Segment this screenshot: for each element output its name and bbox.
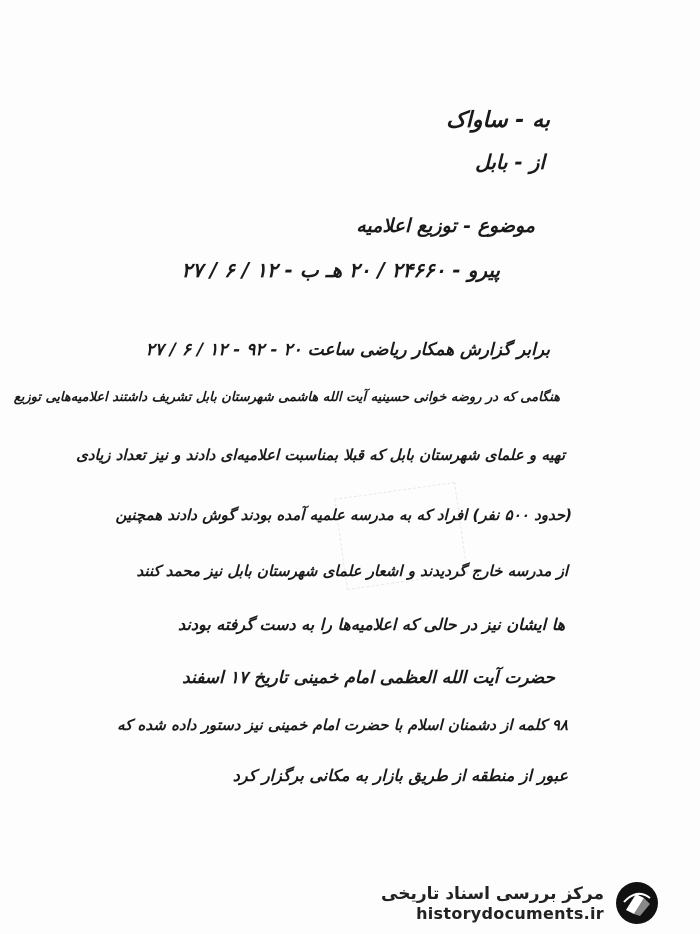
body-line-7: حضرت آیت الله العظمی امام خمینی تاریخ ۱۷ اسفند (182, 668, 555, 688)
watermark-text (381, 884, 604, 923)
faint-stamp-mark (334, 482, 468, 590)
archive-watermark (381, 880, 660, 926)
sender-line: از - بابل (475, 150, 545, 174)
body-line-8: ۹۸ کلمه از دشمنان اسلام با حضرت امام خمینی نیز دستور داده شده که (117, 716, 568, 734)
body-line-4: (حدود ۵۰۰ نفر) افراد که به مدرسه علمیه آمده بودند گوش دادند همچنین (115, 506, 572, 524)
reference-line: پیرو - ۲۴۶۶۰ / ۲۰ هـ ب - ۱۲ / ۶ / ۲۷ (181, 258, 500, 282)
archive-url: historydocuments.ir (416, 903, 604, 923)
recipient-line: به - ساواک (446, 108, 550, 133)
body-line-2: هنگامی که در روضه خوانی حسینیه آیت الله هاشمی شهرستان بابل تشریف داشتند اعلامیه‌هایی توزیع (13, 390, 560, 405)
body-line-6: ها ایشان نیز در حالی که اعلامیه‌ها را به دست گرفته بودند (178, 615, 565, 634)
body-line-5: از مدرسه خارج گردیدند و اشعار علمای شهرستان بابل نیز محمد کنند (136, 562, 568, 580)
archive-org-name: مرکز بررسی اسناد تاریخی (381, 883, 604, 904)
body-line-9: عبور از منطقه از طریق بازار به مکانی برگزار کرد (232, 766, 568, 785)
body-line-1: برابر گزارش همکار ریاضی ساعت ۲۰ - ۹۲ - ۱۲ / ۶ / ۲۷ (145, 340, 550, 360)
subject-line: موضوع - توزیع اعلامیه (356, 215, 535, 237)
book-arrow-logo-icon (614, 880, 660, 926)
body-line-3: تهیه و علمای شهرستان بابل که قبلا بمناسبت اعلامیه‌ای دادند و نیز تعداد زیادی (76, 446, 565, 464)
